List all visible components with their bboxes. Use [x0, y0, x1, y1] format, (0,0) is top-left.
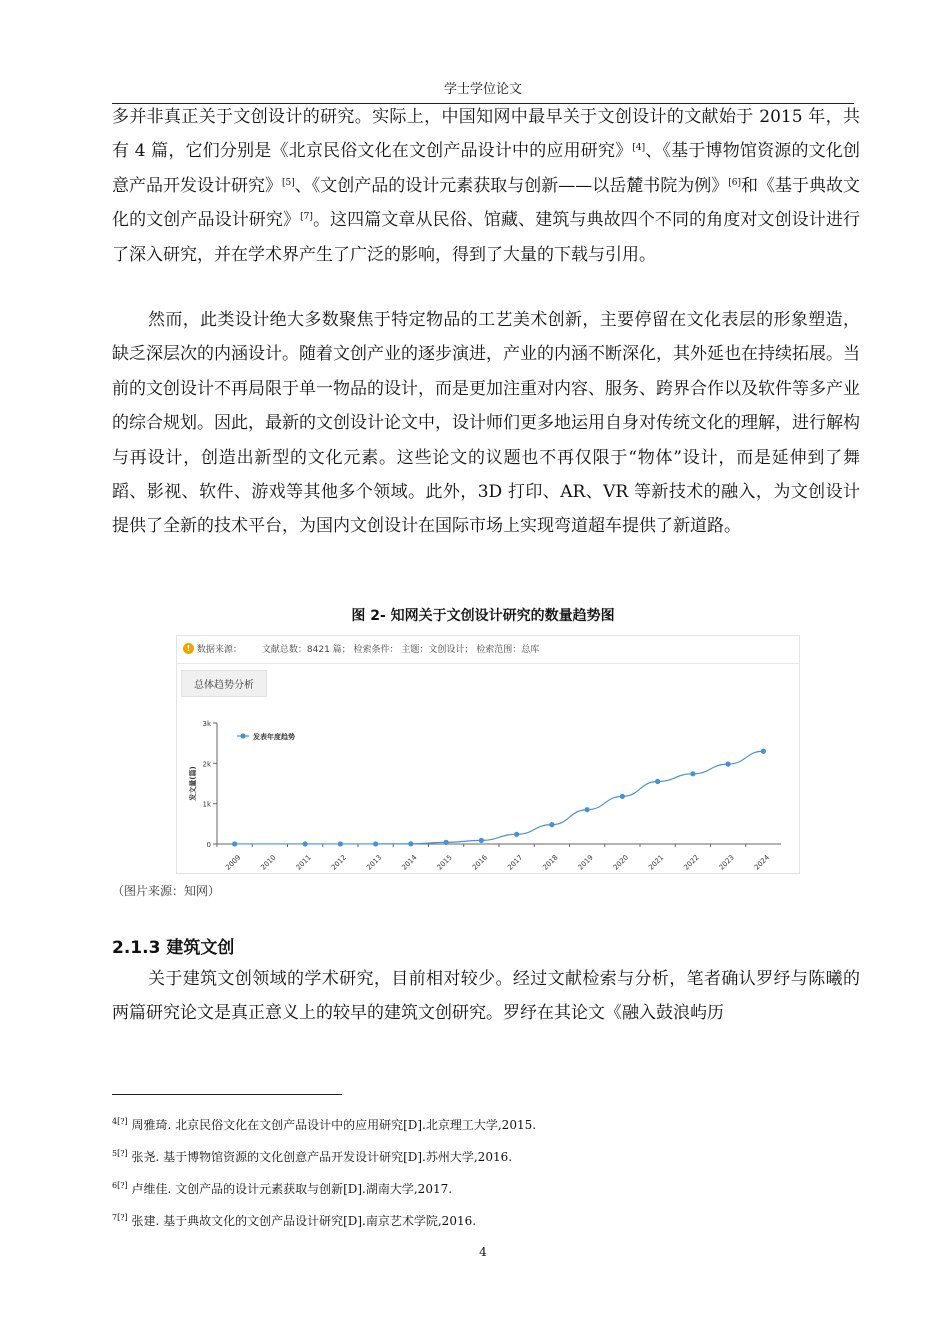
paragraph-1-text-2: 、《基于博物馆资源的文化创意产品开发设计研究》: [112, 141, 861, 196]
chart-panel: [176, 635, 800, 874]
citation-5: [5]: [282, 177, 295, 188]
paragraph-1-text-3: 、《文创产品的设计元素获取与创新——以岳麓书院为例》: [294, 175, 729, 196]
footnote-text: 张建. 基于典故文化的文创产品设计研究[D].南京艺术学院,2016.: [127, 1214, 477, 1228]
data-point: [479, 838, 484, 843]
paragraph-2: 然而，此类设计绝大多数聚焦于特定物品的工艺美术创新，主要停留在文化表层的形象塑造，缺乏深层次的内涵设计。随着文创产业的逐步演进，产业的内涵不断深化，其外延也在持续拓展。当前的文创设计不再局限于单一物品的设计，而是更加注重对内容、服务、跨界合作以及软件等多产业的综合规划。因此，最新的文创设计论文中，设计师们更多地运用自身对传统文化的理解，进行解构与再设计，创造出新型的文化元素。这些论文的议题也不再仅限于“物体”设计，而是延伸到了舞蹈、影视、软件、游戏等其他多个领域。此外，3D 打印、AR、VR 等新技术的融入，为文创设计提供了全新的技术平台，为国内文创设计在国际市场上实现弯道超车提供了新道路。: [112, 310, 860, 537]
citation-4: [4]: [632, 143, 646, 154]
page-number: 4: [479, 1245, 487, 1259]
data-point: [761, 749, 766, 754]
data-point: [655, 779, 660, 784]
data-point: [338, 841, 343, 846]
footnote-rule: [112, 1094, 342, 1095]
data-point: [585, 807, 590, 812]
figure-source: （图片来源：知网）: [112, 884, 221, 898]
section-title: 2.1.3 建筑文创: [112, 938, 235, 958]
y-tick-label: 3k: [202, 720, 211, 728]
x-tick-label: 2016: [470, 853, 490, 872]
footnote-7: [112, 1212, 476, 1229]
footnote-mark: 5[?]: [112, 1149, 128, 1158]
footnote-6: [112, 1180, 452, 1197]
x-tick-label: 2019: [576, 853, 595, 872]
data-point: [444, 840, 449, 845]
footnote-4: [112, 1116, 536, 1133]
page-header: 学士学位论文: [443, 82, 522, 97]
x-tick-label: 2020: [611, 853, 631, 872]
paragraph-1: [112, 100, 860, 272]
x-tick-label: 2012: [329, 853, 349, 872]
citation-6: [6]: [728, 177, 741, 188]
x-tick-label: 2010: [259, 853, 278, 872]
y-tick-label: 1k: [202, 800, 211, 809]
paragraph-3: 关于建筑文创领域的学术研究，目前相对较少。经过文献检索与分析，笔者确认罗纾与陈曦的两篇研究论文是真正意义上的较早的建筑文创研究。罗纾在其论文《融入鼓浪屿历: [112, 969, 860, 1024]
x-tick-label: 2022: [682, 853, 701, 872]
data-point: [514, 832, 519, 837]
y-tick-label: 0: [206, 841, 211, 849]
tab-overall-trend[interactable]: 总体趋势分析: [181, 670, 267, 697]
x-tick-label: 2015: [435, 853, 454, 872]
data-source-label: 数据来源：: [196, 645, 242, 655]
footnote-mark: 6[?]: [112, 1181, 128, 1190]
x-tick-label: 2023: [717, 853, 736, 872]
x-tick-label: 2018: [541, 853, 560, 872]
x-tick-label: 2009: [224, 853, 243, 872]
x-tick-label: 2021: [647, 853, 666, 872]
footnote-mark: 7[?]: [112, 1213, 128, 1222]
series-line: [235, 751, 764, 844]
x-tick-label: 2011: [294, 853, 313, 872]
footnote-5: [112, 1148, 512, 1165]
data-point: [620, 794, 625, 799]
data-point: [303, 841, 308, 846]
warning-icon: !: [183, 643, 194, 654]
footnote-text: 张尧. 基于博物馆资源的文化创意产品开发设计研究[D].苏州大学,2016.: [127, 1150, 513, 1164]
data-point: [232, 841, 237, 846]
paragraph-1-text-5: 。这四篇文章从民俗、馆藏、建筑与典故四个不同的角度对文创设计进行了深入研究，并在学术界产生了广泛的影响，得到了大量的下载与引用。: [112, 210, 861, 265]
x-tick-label: 2017: [506, 853, 525, 872]
footnote-mark: 4[?]: [112, 1117, 128, 1126]
footnote-text: 周雅琦. 北京民俗文化在文创产品设计中的应用研究[D].北京理工大学,2015.: [127, 1118, 537, 1132]
paragraph-1-text-1: 多并非真正关于文创设计的研究。实际上，中国知网中最早关于文创设计的文献始于 2015 年，共有 4 篇，它们分别是《北京民俗文化在文创产品设计中的应用研究》: [112, 107, 860, 162]
figure-caption: 图 2- 知网关于文创设计研究的数量趋势图: [351, 608, 615, 624]
x-tick-label: 2013: [365, 853, 384, 872]
citation-7: [7]: [300, 212, 313, 223]
x-tick-label: 2024: [752, 853, 772, 872]
data-source-detail: 文献总数：8421 篇； 检索条件： 主题：文创设计； 检索范围：总库: [261, 645, 540, 655]
data-point: [690, 771, 695, 776]
footnote-text: 卢维佳. 文创产品的设计元素获取与创新[D].湖南大学,2017.: [127, 1182, 453, 1196]
data-point: [726, 762, 731, 767]
data-point: [549, 822, 554, 827]
trend-chart: [177, 636, 799, 873]
data-point: [373, 841, 378, 846]
y-tick-label: 2k: [202, 760, 211, 769]
paragraph-1-text-4: 和《基于典故文化的文创产品设计研究》: [112, 175, 860, 231]
y-axis-title: 发文量(篇): [189, 766, 197, 801]
legend-label: 发表年度趋势: [253, 733, 295, 741]
data-point: [408, 841, 413, 846]
legend-swatch-dot: [240, 733, 245, 738]
x-tick-label: 2014: [400, 853, 419, 872]
